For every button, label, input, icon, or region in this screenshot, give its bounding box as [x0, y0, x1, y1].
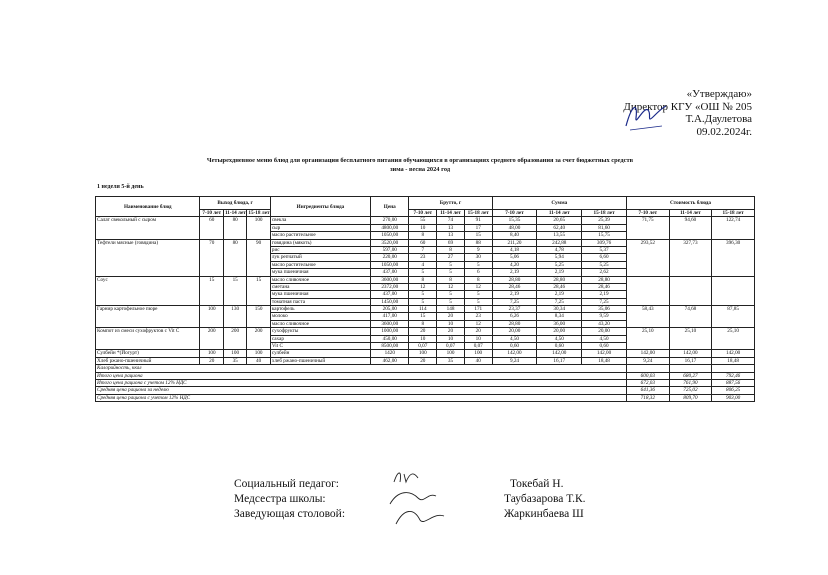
ingredient-value: 30 — [464, 254, 492, 261]
ingredient-value: 437,00 — [371, 269, 409, 276]
ingredient-value: 28,80 — [582, 276, 627, 283]
ingredient-value: 20 — [437, 328, 465, 335]
ingredient-value: 81,60 — [582, 224, 627, 231]
ingredient-value: 30,34 — [537, 306, 582, 313]
ingredient-value: 4,78 — [537, 246, 582, 253]
age-header: 15-18 лет — [248, 210, 270, 217]
ingredient-value: 597,00 — [371, 246, 409, 253]
ingredient-value: 2,62 — [582, 269, 627, 276]
dish-cost — [712, 276, 755, 306]
total-value: 672,03 — [626, 379, 669, 386]
ingredient-value: 88 — [464, 239, 492, 246]
ingredient-name: свекла — [270, 217, 370, 224]
dish-name: Компот из смеси сухофруктов с Vit C — [96, 328, 200, 350]
ingredient-value: 10 — [437, 335, 465, 342]
ingredient-value: 8 — [409, 232, 437, 239]
ingredient-value: 7,25 — [492, 298, 537, 305]
approval-line-4: 09.02.2024г. — [696, 125, 752, 138]
dish-yield: 200 — [200, 328, 223, 350]
approval-line-3: Т.А.Даулетова — [685, 113, 752, 125]
table-row — [96, 239, 755, 246]
ingredient-name: молоко — [270, 313, 370, 320]
table-cell — [626, 365, 669, 372]
ingredient-value: 100 — [437, 350, 465, 357]
dish-cost: 16,17 — [669, 357, 712, 364]
ingredient-value: 12 — [464, 320, 492, 327]
ingredient-value: 15 — [464, 232, 492, 239]
dish-name: Салат свекольный с сыром — [96, 217, 200, 239]
ingredient-value: 4,20 — [492, 261, 537, 268]
ingredient-value: 20,00 — [537, 328, 582, 335]
age-header: 15-18 лет — [582, 210, 627, 217]
dish-cost: 142,00 — [626, 350, 669, 357]
ingredient-value: 0,60 — [492, 343, 537, 350]
total-value: 718,32 — [626, 394, 669, 401]
ingredient-value: 5,25 — [582, 261, 627, 268]
ingredient-value: 148 — [437, 306, 465, 313]
signature-role: Заведующая столовой: — [234, 508, 346, 520]
ingredient-value: 5 — [409, 298, 437, 305]
ingredient-value: 15,75 — [582, 232, 627, 239]
header-cost: Стоимость блюда — [626, 197, 754, 210]
dish-cost: 71,75 — [626, 217, 669, 239]
approval-line-2: Директор КГУ «ОШ № 205 — [623, 100, 752, 113]
ingredient-value: 8,34 — [537, 313, 582, 320]
dish-name: Сулбейн *(Йогурт) — [96, 350, 200, 357]
ingredient-value: 7,25 — [582, 298, 627, 305]
dish-yield: 15 — [223, 276, 246, 306]
ingredient-name: томатная паста — [270, 298, 370, 305]
dish-cost: 25,10 — [712, 328, 755, 350]
ingredient-value: 12 — [409, 283, 437, 290]
dish-yield: 35 — [223, 357, 246, 364]
dish-cost: 94,60 — [669, 217, 712, 239]
age-header: 7-10 лет — [626, 210, 669, 217]
age-header: 11-14 лет — [669, 210, 712, 217]
ingredient-value: 28,80 — [492, 320, 537, 327]
dish-cost: 327,73 — [669, 239, 712, 276]
ingredient-value: 17 — [464, 224, 492, 231]
ingredient-value: 8 — [409, 276, 437, 283]
ingredient-value: 3600,00 — [371, 320, 409, 327]
day-label: 1 неделя 5-й день — [97, 184, 144, 190]
ingredient-name: масло растительное — [270, 261, 370, 268]
ingredient-value: 4,50 — [537, 335, 582, 342]
ingredient-value: 142,00 — [492, 350, 537, 357]
ingredient-value: 20,00 — [492, 328, 537, 335]
ingredient-value: 4,18 — [492, 246, 537, 253]
ingredient-value: 10 — [409, 335, 437, 342]
total-value: 887,56 — [712, 379, 755, 386]
ingredient-value: 9 — [464, 246, 492, 253]
ingredient-value: 437,00 — [371, 291, 409, 298]
ingredient-value: 220,00 — [371, 254, 409, 261]
ingredient-value: 28,80 — [492, 276, 537, 283]
ingredient-value: 5,06 — [492, 254, 537, 261]
dish-yield: 80 — [223, 239, 246, 276]
ingredient-value: 7 — [409, 246, 437, 253]
dish-yield: 100 — [200, 306, 223, 328]
ingredient-value: 20,65 — [537, 217, 582, 224]
ingredient-value: 1050,00 — [371, 261, 409, 268]
header-yield: Выход блюда, г — [200, 197, 270, 210]
approval-line-1: «Утверждаю» — [686, 88, 752, 100]
ingredient-value: 1420 — [371, 350, 409, 357]
dish-yield: 80 — [223, 217, 246, 239]
ingredient-value: 8,40 — [492, 232, 537, 239]
ingredient-name: говядина (мякоть) — [270, 239, 370, 246]
total-label: Средняя цена рациона за неделю — [96, 387, 627, 394]
ingredient-value: 270,00 — [371, 217, 409, 224]
menu-title — [150, 156, 690, 174]
ingredient-value: 13 — [437, 224, 465, 231]
ingredient-value: 4 — [409, 261, 437, 268]
ingredient-value: 15 — [409, 313, 437, 320]
table-row — [96, 306, 755, 313]
menu-table-body — [96, 217, 755, 402]
ingredient-value: 142,00 — [582, 350, 627, 357]
ingredient-value: 60 — [409, 239, 437, 246]
signature-name: Токебай Н. — [510, 478, 564, 490]
ingredient-value: 1000,00 — [371, 328, 409, 335]
dish-yield: 15 — [200, 276, 223, 306]
age-header: 11-14 лет — [224, 210, 246, 217]
dish-yield: 100 — [247, 350, 270, 357]
total-value: 903,00 — [712, 394, 755, 401]
ingredient-value: 2,19 — [492, 291, 537, 298]
table-row — [96, 328, 755, 335]
table-cell — [669, 365, 712, 372]
dish-yield: 90 — [247, 239, 270, 276]
ingredient-value: 142,00 — [537, 350, 582, 357]
signature-role: Медсестра школы: — [234, 493, 326, 505]
ingredient-value: 462,00 — [371, 357, 409, 364]
ingredient-value: 15,35 — [492, 217, 537, 224]
menu-title-line-1: Четырехдневное меню блюд для организации бесплатного питания обучающихся в организациях среднего образования за счет бюджетных средств — [206, 157, 634, 164]
total-row — [96, 379, 755, 386]
dish-yield: 60 — [200, 217, 223, 239]
staff-signatures-icon — [384, 468, 464, 530]
ingredient-value: 8 — [464, 276, 492, 283]
ingredient-name: сухофрукты — [270, 328, 370, 335]
dish-name: Гарнир картофельное пюре — [96, 306, 200, 328]
ingredient-value: 5 — [464, 298, 492, 305]
ingredient-value: 100 — [409, 350, 437, 357]
ingredient-value: 6 — [464, 269, 492, 276]
ingredient-value: 20 — [409, 357, 437, 364]
ingredient-value: 16,17 — [537, 357, 582, 364]
ingredient-name: сулбейн — [270, 350, 370, 357]
ingredient-value: 0,07 — [409, 343, 437, 350]
total-label: Средняя цена рациона с учетом 12% НДС — [96, 394, 627, 401]
dish-yield: 200 — [223, 328, 246, 350]
dish-cost: 58,43 — [626, 306, 669, 328]
ingredient-value: 35 — [437, 357, 465, 364]
ingredient-value: 0,07 — [437, 343, 465, 350]
ingredient-value: 20,00 — [582, 328, 627, 335]
ingredient-name: масло сливочное — [270, 276, 370, 283]
total-value: 600,03 — [626, 372, 669, 379]
dish-yield: 40 — [247, 357, 270, 364]
header-sum: Сумма — [492, 197, 626, 210]
ingredient-value: 62,40 — [537, 224, 582, 231]
total-row — [96, 372, 755, 379]
ingredient-value: 4,50 — [582, 335, 627, 342]
ingredient-value: 3520,00 — [371, 239, 409, 246]
dish-yield: 130 — [223, 306, 246, 328]
ingredient-name: сахар — [270, 335, 370, 342]
dish-cost: 142,00 — [669, 350, 712, 357]
total-label: Итого цена рациона с учетом 12% НДС — [96, 379, 627, 386]
ingredient-value: 13 — [437, 232, 465, 239]
ingredient-value: 2,19 — [582, 291, 627, 298]
ingredient-value: 5 — [437, 261, 465, 268]
ingredient-value: 5 — [464, 261, 492, 268]
ingredient-value: 20 — [409, 328, 437, 335]
ingredient-value: 5 — [437, 269, 465, 276]
ingredient-value: 8500,00 — [371, 343, 409, 350]
ingredient-value: 69 — [437, 239, 465, 246]
ingredient-value: 43,20 — [582, 320, 627, 327]
ingredient-value: 9,24 — [492, 357, 537, 364]
header-gross: Брутто, г — [409, 197, 492, 210]
ingredient-value: 8 — [409, 320, 437, 327]
ingredient-value: 6,60 — [582, 254, 627, 261]
signature-name: Таубазарова Т.К. — [504, 493, 586, 505]
total-value: 792,46 — [712, 372, 755, 379]
ingredient-value: 211,20 — [492, 239, 537, 246]
ingredient-name: сметана — [270, 283, 370, 290]
ingredient-value: 205,00 — [371, 306, 409, 313]
ingredient-value: 2,19 — [537, 291, 582, 298]
ingredient-value: 28,46 — [582, 283, 627, 290]
table-row — [96, 365, 755, 372]
ingredient-value: 2,19 — [492, 269, 537, 276]
ingredient-value: 20 — [464, 328, 492, 335]
table-row — [96, 357, 755, 364]
signature-role: Социальный педагог: — [234, 478, 339, 490]
ingredient-value: 9,59 — [582, 313, 627, 320]
dish-yield: 20 — [200, 357, 223, 364]
ingredient-value: 28,46 — [537, 283, 582, 290]
ingredient-value: 28,46 — [492, 283, 537, 290]
ingredient-value: 450,00 — [371, 335, 409, 342]
ingredient-value: 23 — [409, 254, 437, 261]
director-signature-icon — [622, 96, 668, 134]
dish-cost: 25,10 — [669, 328, 712, 350]
ingredient-value: 36,00 — [537, 320, 582, 327]
ingredient-value: 12 — [437, 283, 465, 290]
dish-cost: 18,48 — [712, 357, 755, 364]
table-cell — [712, 365, 755, 372]
ingredient-value: 242,88 — [537, 239, 582, 246]
age-header: 15-18 лет — [464, 210, 492, 217]
total-value: 809,70 — [669, 394, 712, 401]
total-value: 680,27 — [669, 372, 712, 379]
ingredient-name: картофель — [270, 306, 370, 313]
ingredient-value: 114 — [409, 306, 437, 313]
ingredient-value: 48,00 — [492, 224, 537, 231]
total-label: Итого цена рациона — [96, 372, 627, 379]
age-header: 7-10 лет — [200, 210, 223, 217]
ingredient-value: 5 — [464, 291, 492, 298]
age-header: 7-10 лет — [409, 210, 437, 217]
dish-yield: 100 — [247, 217, 270, 239]
age-header: 11-14 лет — [437, 210, 465, 217]
ingredient-value: 0,60 — [537, 343, 582, 350]
ingredient-value: 417,00 — [371, 313, 409, 320]
dish-cost: 25,10 — [626, 328, 669, 350]
ingredient-value: 35,06 — [582, 306, 627, 313]
table-row — [96, 276, 755, 283]
dish-cost: 293,52 — [626, 239, 669, 276]
ingredient-value: 23 — [464, 313, 492, 320]
table-row — [96, 350, 755, 357]
ingredient-value: 25,39 — [582, 217, 627, 224]
menu-table — [95, 196, 755, 402]
dish-yield: 70 — [200, 239, 223, 276]
calorie-label: Калорийность, ккал — [96, 365, 627, 372]
dish-name: Тефтели мясные (говядина) — [96, 239, 200, 276]
dish-yield: 15 — [247, 276, 270, 306]
dish-yield: 100 — [200, 350, 223, 357]
ingredient-value: 23,37 — [492, 306, 537, 313]
ingredient-value: 8 — [437, 246, 465, 253]
ingredient-value: 5,25 — [537, 261, 582, 268]
ingredient-value: 2372,00 — [371, 283, 409, 290]
dish-yield: 200 — [247, 328, 270, 350]
dish-yield: 100 — [223, 350, 246, 357]
dish-cost — [626, 276, 669, 306]
total-row — [96, 394, 755, 401]
ingredient-name: Vit C — [270, 343, 370, 350]
ingredient-name: мука пшеничная — [270, 269, 370, 276]
header-dish: Наименование блюд — [96, 197, 200, 217]
signature-name: Жаркинбаева Ш — [504, 508, 584, 520]
ingredient-value: 13,55 — [537, 232, 582, 239]
age-header: 11-14 лет — [537, 210, 582, 217]
total-value: 725,02 — [669, 387, 712, 394]
ingredient-value: 10 — [464, 335, 492, 342]
total-value: 641,36 — [626, 387, 669, 394]
ingredient-value: 5,94 — [537, 254, 582, 261]
dish-name: Соус — [96, 276, 200, 306]
ingredient-name: масло сливочное — [270, 320, 370, 327]
ingredient-value: 2,19 — [537, 269, 582, 276]
ingredient-value: 171 — [464, 306, 492, 313]
ingredient-name: мука пшеничная — [270, 291, 370, 298]
ingredient-value: 4800,00 — [371, 224, 409, 231]
ingredient-value: 309,76 — [582, 239, 627, 246]
dish-cost — [669, 276, 712, 306]
header-ingredients: Ингредиенты блюда — [270, 197, 370, 217]
ingredient-name: рис — [270, 246, 370, 253]
ingredient-name: лук репчатый — [270, 254, 370, 261]
ingredient-value: 0,07 — [464, 343, 492, 350]
dish-cost: 9,24 — [626, 357, 669, 364]
ingredient-value: 3600,00 — [371, 276, 409, 283]
ingredient-value: 1050,00 — [371, 232, 409, 239]
ingredient-value: 100 — [464, 350, 492, 357]
ingredient-value: 91 — [464, 217, 492, 224]
dish-cost: 74,68 — [669, 306, 712, 328]
ingredient-value: 10 — [409, 224, 437, 231]
total-row — [96, 387, 755, 394]
ingredient-value: 12 — [464, 283, 492, 290]
ingredient-value: 10 — [437, 320, 465, 327]
dish-yield: 150 — [247, 306, 270, 328]
dish-cost: 122,74 — [712, 217, 755, 239]
age-header: 15-18 лет — [712, 210, 755, 217]
dish-cost: 142,00 — [712, 350, 755, 357]
ingredient-value: 20 — [437, 313, 465, 320]
total-value: 806,25 — [712, 387, 755, 394]
total-value: 761,90 — [669, 379, 712, 386]
ingredient-value: 40 — [464, 357, 492, 364]
ingredient-value: 6,26 — [492, 313, 537, 320]
ingredient-value: 7,25 — [537, 298, 582, 305]
ingredient-value: 4,50 — [492, 335, 537, 342]
ingredient-name: сыр — [270, 224, 370, 231]
ingredient-value: 5 — [409, 291, 437, 298]
table-row — [96, 217, 755, 224]
ingredient-value: 1450,00 — [371, 298, 409, 305]
ingredient-value: 27 — [437, 254, 465, 261]
header-price: Цена — [371, 197, 409, 217]
menu-title-line-2: зима - весна 2024 год — [389, 166, 451, 173]
ingredient-value: 5,37 — [582, 246, 627, 253]
ingredient-value: 18,48 — [582, 357, 627, 364]
ingredient-value: 5 — [437, 291, 465, 298]
dish-cost: 396,30 — [712, 239, 755, 276]
ingredient-value: 55 — [409, 217, 437, 224]
ingredient-value: 0,60 — [582, 343, 627, 350]
ingredient-name: хлеб ржано-пшеничный — [270, 357, 370, 364]
ingredient-value: 5 — [409, 269, 437, 276]
ingredient-value: 5 — [437, 298, 465, 305]
ingredient-value: 8 — [437, 276, 465, 283]
ingredient-value: 74 — [437, 217, 465, 224]
ingredient-value: 28,80 — [537, 276, 582, 283]
dish-name: Хлеб ржано-пшеничный — [96, 357, 200, 364]
dish-cost: 87,85 — [712, 306, 755, 328]
age-header: 7-10 лет — [492, 210, 537, 217]
ingredient-name: масло растительное — [270, 232, 370, 239]
